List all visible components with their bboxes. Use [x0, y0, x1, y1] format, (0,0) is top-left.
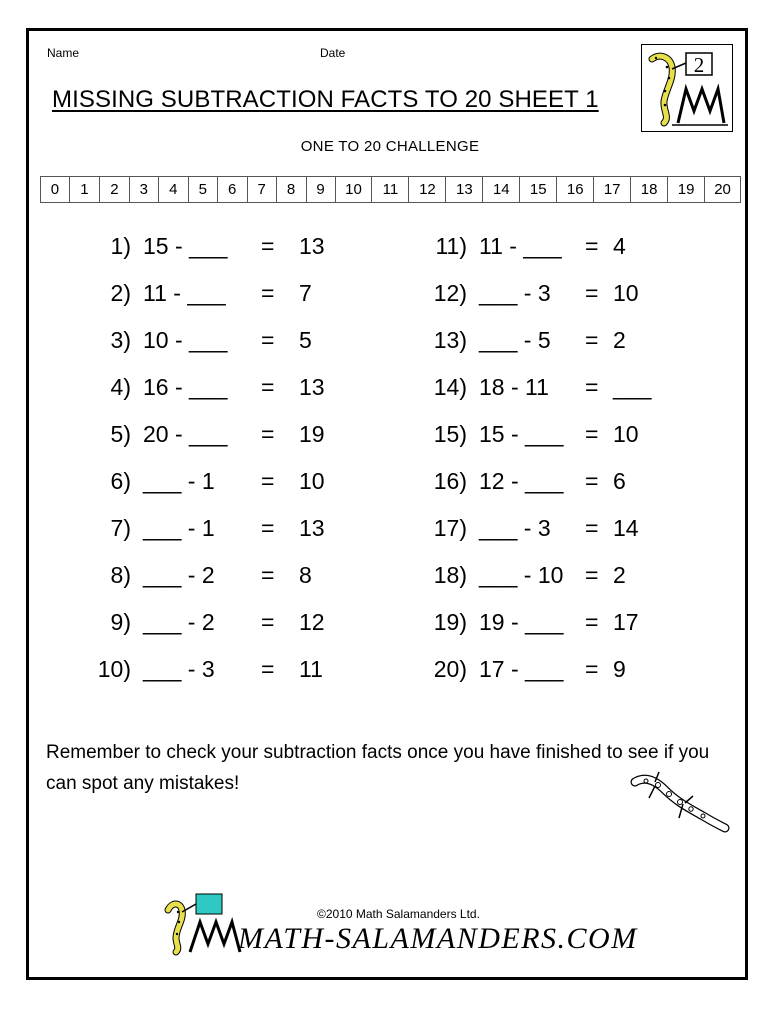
grade-logo — [641, 44, 733, 132]
problem-number: 6) — [110, 468, 131, 494]
problem-number: 10) — [97, 656, 131, 682]
problem-answer: 4 — [613, 233, 626, 259]
problem-expression: ___ - 1 — [143, 468, 215, 494]
problem-number: 19) — [433, 609, 467, 635]
problem-expression: 19 - ___ — [479, 609, 564, 635]
problem-number: 11) — [435, 233, 467, 259]
name-label: Name — [47, 46, 80, 60]
problem-number: 3) — [110, 327, 131, 353]
problem-answer: 19 — [299, 421, 325, 447]
number-line-cell: 11 — [372, 177, 409, 202]
problem-number: 5) — [110, 421, 131, 447]
date-label: Date — [320, 46, 346, 60]
problem-expression: 15 - ___ — [479, 421, 564, 447]
equals-sign: = — [261, 374, 275, 400]
problem-number: 9) — [110, 609, 131, 635]
problem-expression: 12 - ___ — [479, 468, 564, 494]
problem-answer: 6 — [613, 468, 626, 494]
number-line-cell: 13 — [446, 177, 483, 202]
equals-sign: = — [585, 421, 599, 447]
problem-number: 7) — [110, 515, 131, 541]
problem-expression: 20 - ___ — [143, 421, 228, 447]
problem-answer: 14 — [613, 515, 639, 541]
reminder-note: Remember to check your subtraction facts once you have finished to see if you can spot any mistakes! — [46, 742, 710, 794]
salamander-grade-icon — [642, 45, 731, 130]
problem-expression: ___ - 2 — [143, 609, 215, 635]
problem-answer: 17 — [613, 609, 639, 635]
problem-answer: 10 — [613, 421, 639, 447]
equals-sign: = — [261, 562, 275, 588]
equals-sign: = — [261, 609, 275, 635]
number-line-cell: 7 — [248, 177, 277, 202]
problem-answer: 8 — [299, 562, 312, 588]
problem-number: 18) — [433, 562, 467, 588]
problem-number: 15) — [433, 421, 467, 447]
problem-expression: 17 - ___ — [479, 656, 564, 682]
problem-expression: ___ - 2 — [143, 562, 215, 588]
problem-expression: ___ - 5 — [479, 327, 551, 353]
equals-sign: = — [261, 421, 275, 447]
equals-sign: = — [261, 468, 275, 494]
problem-expression: 10 - ___ — [143, 327, 228, 353]
equals-sign: = — [585, 280, 599, 306]
problem-answer: 5 — [299, 327, 312, 353]
problem-number: 4) — [110, 374, 131, 400]
number-line-cell: 12 — [409, 177, 446, 202]
problem-expression: 16 - ___ — [143, 374, 228, 400]
problem-number: 13) — [433, 327, 467, 353]
number-line-cell: 20 — [714, 181, 731, 198]
equals-sign: = — [585, 327, 599, 353]
copyright-text: ©2010 Math Salamanders Ltd. — [317, 907, 480, 921]
problem-answer: 9 — [613, 656, 626, 682]
equals-sign: = — [261, 280, 275, 306]
problem-expression: 18 - 11 — [479, 374, 549, 400]
number-line-cell: 2 — [100, 177, 130, 202]
number-line-cell: 8 — [277, 177, 307, 202]
equals-sign: = — [585, 609, 599, 635]
problem-answer: ___ — [613, 374, 652, 400]
problem-answer: 2 — [613, 327, 626, 353]
problem-answer: 2 — [613, 562, 626, 588]
equals-sign: = — [585, 562, 599, 588]
math-salamanders-logo — [158, 890, 638, 955]
problem-expression: ___ - 10 — [479, 562, 564, 588]
problem-answer: 7 — [299, 280, 312, 306]
worksheet-title: MISSING SUBTRACTION FACTS TO 20 SHEET 1 — [52, 86, 599, 113]
problem-answer: 13 — [299, 233, 325, 259]
equals-sign: = — [261, 656, 275, 682]
problem-answer: 10 — [299, 468, 325, 494]
number-line-cell: 4 — [159, 177, 189, 202]
number-line-cell: 1 — [70, 177, 100, 202]
number-line-cell: 6 — [218, 177, 248, 202]
brand-text: MATH-SALAMANDERS.COM — [238, 922, 638, 955]
number-line-cell: 0 — [41, 177, 70, 202]
number-line-cell: 19 — [668, 177, 705, 202]
problem-expression: ___ - 3 — [479, 280, 551, 306]
equals-sign: = — [585, 374, 599, 400]
number-line-cell: 5 — [189, 177, 218, 202]
number-line-cell: 3 — [130, 177, 159, 202]
equals-sign: = — [585, 515, 599, 541]
equals-sign: = — [585, 656, 599, 682]
problem-expression: 11 - ___ — [479, 233, 562, 259]
problem-answer: 10 — [613, 280, 639, 306]
problem-number: 8) — [110, 562, 131, 588]
number-line-cell: 10 — [336, 177, 373, 202]
number-line-cell: 15 — [520, 177, 557, 202]
logo-digit: 2 — [693, 53, 705, 77]
problem-answer: 11 — [299, 656, 323, 682]
problem-answer: 13 — [299, 374, 325, 400]
number-line-cell: 14 — [483, 177, 520, 202]
problem-expression: 11 - ___ — [143, 280, 226, 306]
equals-sign: = — [261, 327, 275, 353]
equals-sign: = — [585, 233, 599, 259]
problem-number: 1) — [110, 233, 131, 259]
equals-sign: = — [261, 233, 275, 259]
problem-answer: 13 — [299, 515, 325, 541]
salamander-icon — [625, 768, 730, 836]
problem-expression: 15 - ___ — [143, 233, 228, 259]
challenge-subtitle: ONE TO 20 CHALLENGE — [300, 138, 480, 155]
equals-sign: = — [261, 515, 275, 541]
problem-number: 14) — [433, 374, 467, 400]
problem-number: 12) — [433, 280, 467, 306]
problem-answer: 12 — [299, 609, 325, 635]
number-line — [40, 176, 741, 203]
problem-expression: ___ - 1 — [143, 515, 215, 541]
problem-number: 17) — [433, 515, 467, 541]
number-line-cell: 17 — [594, 177, 631, 202]
problem-number: 20) — [433, 656, 467, 682]
problem-number: 2) — [110, 280, 131, 306]
number-line-cell: 9 — [307, 177, 336, 202]
number-line-cell: 16 — [557, 177, 594, 202]
worksheet-border — [26, 28, 748, 980]
problem-expression: ___ - 3 — [143, 656, 215, 682]
problem-expression: ___ - 3 — [479, 515, 551, 541]
equals-sign: = — [585, 468, 599, 494]
problem-number: 16) — [433, 468, 467, 494]
number-line-cell: 18 — [631, 177, 668, 202]
